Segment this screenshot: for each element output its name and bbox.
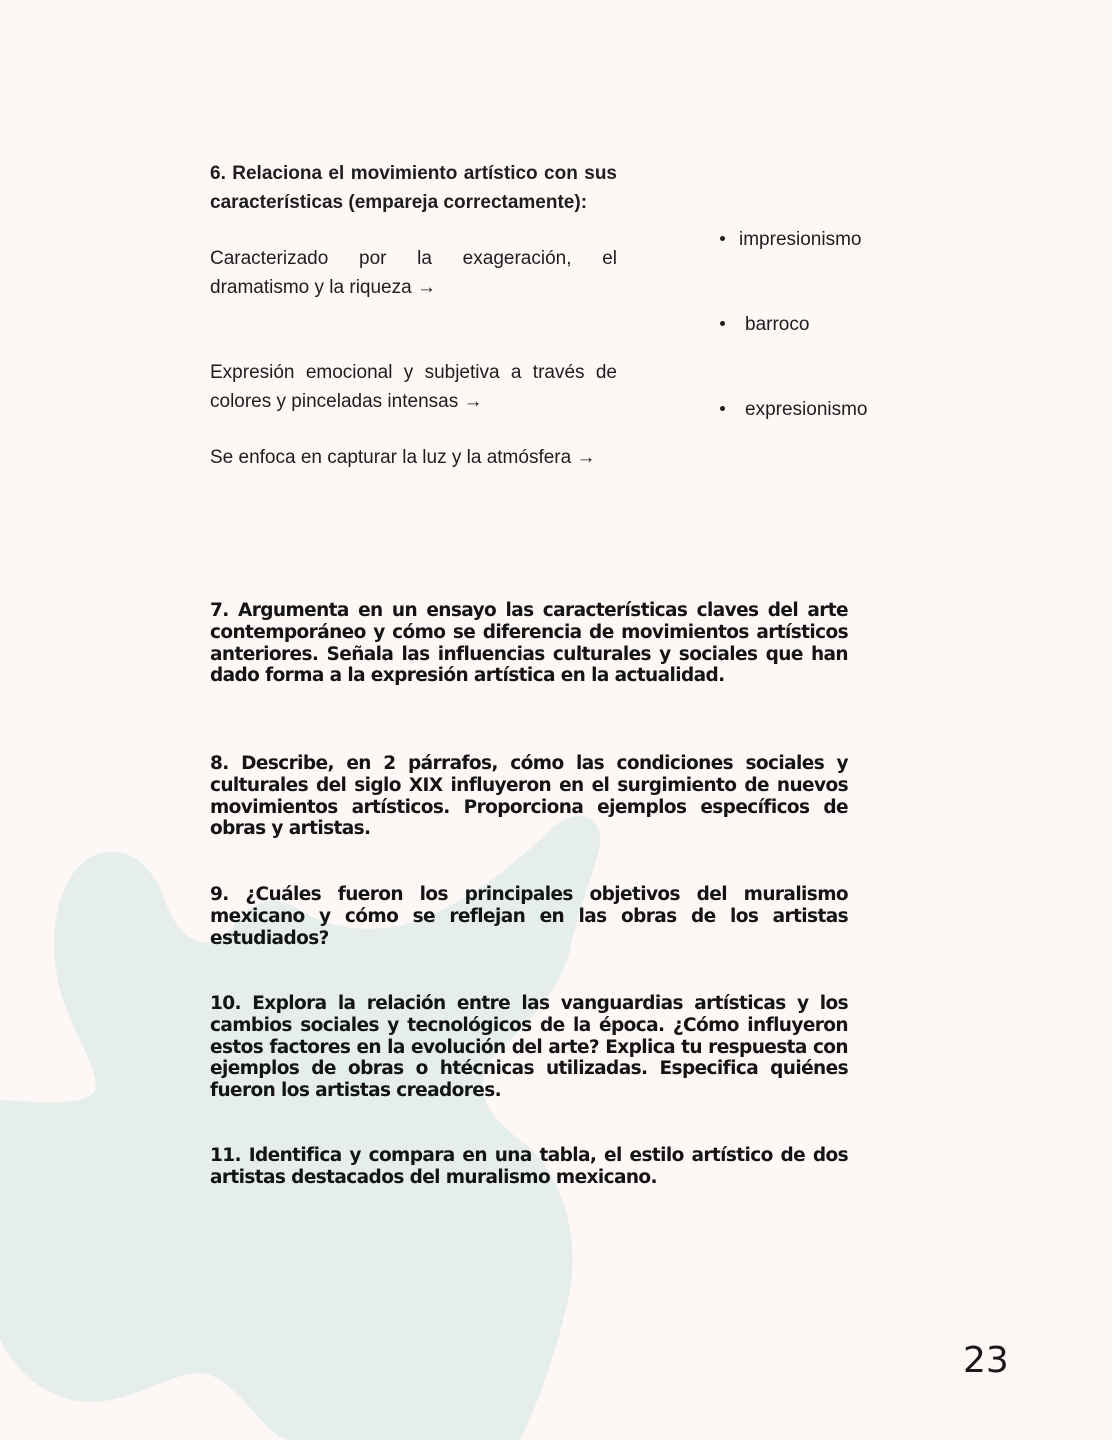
question-7: 7. Argumenta en un ensayo las características claves del arte contemporáneo y cómo se diferencia de movimientos artísticos anteriores. Señala las influencias culturales y sociales que han dado forma a la expresión artística en la actualidad. bbox=[210, 600, 848, 687]
option-item bbox=[720, 314, 809, 336]
option-label: barroco bbox=[745, 314, 810, 335]
option-item bbox=[720, 229, 861, 251]
bullet-icon bbox=[720, 236, 725, 241]
bullet-icon bbox=[720, 406, 725, 411]
question-8: 8. Describe, en 2 párrafos, cómo las condiciones sociales y culturales del siglo XIX influyeron en el surgimiento de nuevos movimientos artísticos. Proporciona ejemplos específicos de obras y artistas. bbox=[210, 753, 848, 840]
option-label: expresionismo bbox=[745, 399, 868, 420]
question-10: 10. Explora la relación entre las vanguardias artísticas y los cambios sociales y tecnológicos de la época. ¿Cómo influyeron estos factores en la evolución del arte? Explica tu respuesta con ejemplos de obras o htécnicas utilizadas. Especifica quiénes fueron los artistas creadores. bbox=[210, 993, 848, 1102]
bullet-icon bbox=[720, 321, 725, 326]
option-label: impresionismo bbox=[739, 229, 862, 250]
question-9: 9. ¿Cuáles fueron los principales objetivos del muralismo mexicano y cómo se reflejan en las obras de los artistas estudiados? bbox=[210, 884, 848, 949]
match-item: Expresión emocional y subjetiva a través de colores y pinceladas intensas → bbox=[210, 362, 617, 412]
match-item: Caracterizado por la exageración, el dramatismo y la riqueza → bbox=[210, 248, 617, 298]
question-6 bbox=[210, 160, 617, 473]
question-6-title: 6. Relaciona el movimiento artístico con sus características (empareja correctamente): bbox=[210, 163, 617, 213]
match-item: Se enfoca en capturar la luz y la atmósfera → bbox=[210, 447, 596, 468]
option-item bbox=[720, 399, 868, 421]
page-number: 23 bbox=[963, 1340, 1009, 1381]
question-11: 11. Identifica y compara en una tabla, el estilo artístico de dos artistas destacados del muralismo mexicano. bbox=[210, 1145, 848, 1188]
